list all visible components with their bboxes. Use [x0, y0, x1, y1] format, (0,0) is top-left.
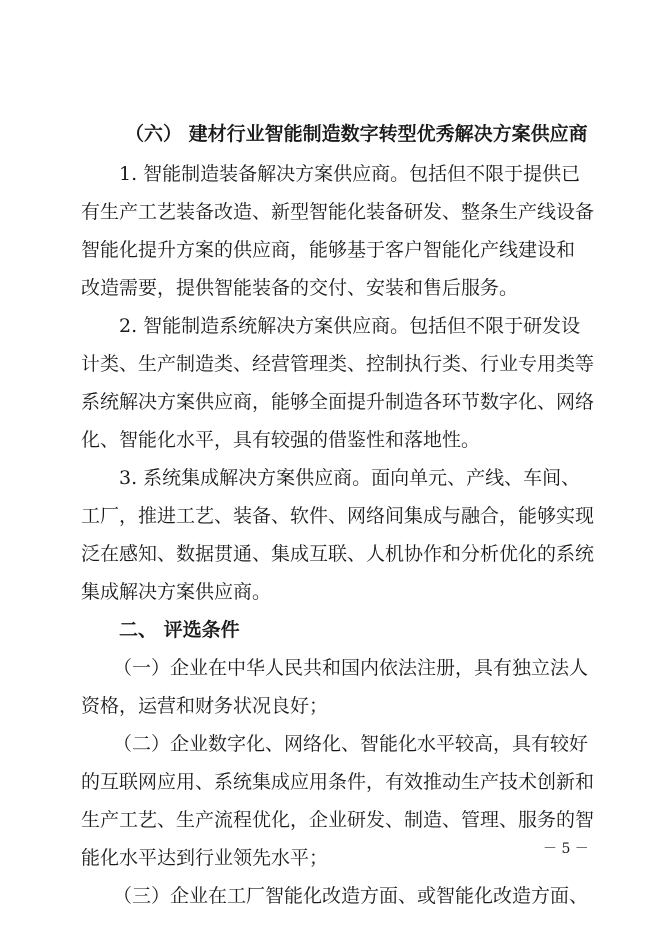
condition-2-line-4: 能化水平达到行业领先水平；: [81, 847, 329, 869]
condition-1-line-2: 资格，运营和财务状况良好；: [81, 695, 329, 717]
item-2-line-1: 2. 智能制造系统解决方案供应商。包括但不限于研发设: [119, 315, 581, 337]
item-2-line-3: 系统解决方案供应商，能够全面提升制造各环节数字化、网络: [81, 391, 595, 413]
item-3-line-3: 泛在感知、数据贯通、集成互联、人机协作和分析优化的系统: [81, 543, 595, 565]
condition-2-line-2: 的互联网应用、系统集成应用条件，有效推动生产技术创新和: [81, 771, 595, 793]
item-3-line-2: 工厂，推进工艺、装备、软件、网络间集成与融合，能够实现: [81, 505, 595, 527]
item-1-line-1: 1. 智能制造装备解决方案供应商。包括但不限于提供已: [119, 163, 581, 185]
condition-1-line-1: （一）企业在中华人民共和国内依法注册，具有独立法人: [113, 657, 589, 679]
item-2-line-4: 化、智能化水平，具有较强的借鉴性和落地性。: [81, 429, 481, 451]
condition-2-line-1: （二）企业数字化、网络化、智能化水平较高，具有较好: [113, 733, 589, 755]
item-1-line-2: 有生产工艺装备改造、新型智能化装备研发、整条生产线设备: [81, 201, 595, 223]
section-two-heading: 二、 评选条件: [119, 619, 240, 641]
item-1-line-3: 智能化提升方案的供应商，能够基于客户智能化产线建设和: [81, 239, 576, 261]
item-3-line-4: 集成解决方案供应商。: [81, 581, 272, 603]
section-six-heading: （六） 建材行业智能制造数字转型优秀解决方案供应商: [125, 123, 588, 145]
item-1-line-4: 改造需要，提供智能装备的交付、安装和售后服务。: [81, 277, 519, 299]
condition-3-line-1: （三）企业在工厂智能化改造方面、或智能化改造方面、: [113, 885, 589, 907]
item-3-line-1: 3. 系统集成解决方案供应商。面向单元、产线、车间、: [119, 467, 581, 489]
condition-2-line-3: 生产工艺、生产流程优化，企业研发、制造、管理、服务的智: [81, 809, 595, 831]
item-2-line-2: 计类、生产制造类、经营管理类、控制执行类、行业专用类等: [81, 353, 595, 375]
page-number: － 5 －: [543, 841, 589, 857]
